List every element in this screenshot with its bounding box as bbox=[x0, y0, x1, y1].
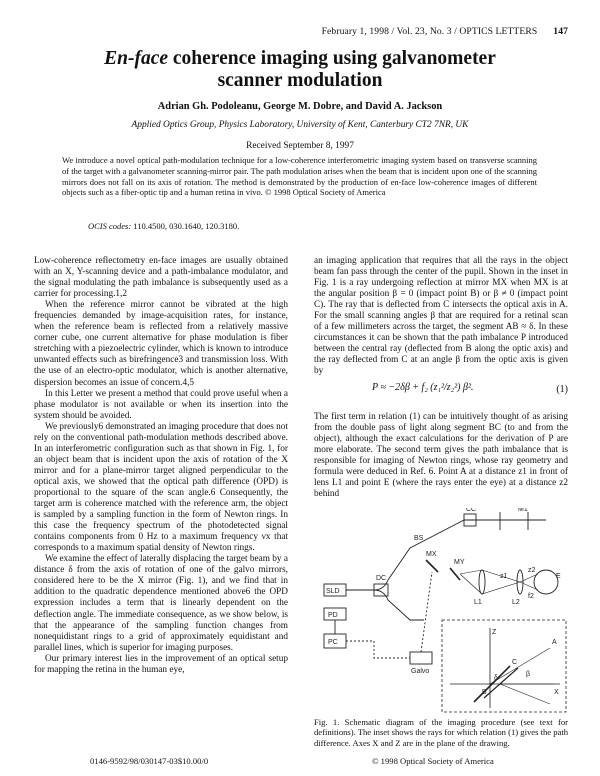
ocis-label: OCIS codes: bbox=[88, 221, 132, 231]
equation-number: (1) bbox=[556, 384, 568, 395]
galvo-driver bbox=[410, 652, 432, 664]
galvo-mirror-x bbox=[426, 560, 438, 572]
paragraph: The first term in relation (1) can be intuitively thought of as arising from the double pass of light along segment BC (to and from the object), although the exact calculations for the derivation of P are more elaborate. The second term gives the path imbalance that is responsible for imaging of Newton rings, whose ray geometry and formula were deduced in Ref. 6. Point A at a distance z1 in front of lens L1 and point E (where the rays enter the eye) at a distance z2 behind bbox=[314, 412, 568, 500]
label-z1: z1 bbox=[500, 573, 508, 580]
footer-code: 0146-9592/98/030147-03$10.00/0 bbox=[90, 756, 209, 766]
label-pc: PC bbox=[328, 639, 338, 646]
equation-1 bbox=[314, 382, 568, 400]
label-cc: CC bbox=[466, 508, 477, 513]
title-line1: coherence imaging using galvanometer bbox=[168, 48, 496, 69]
paragraph: We previously6 demonstrated an imaging procedure that does not rely on the conventional path-modulation methods described above. In an interferometric configuration such as that shown in Fig. 1, for an object beam that is incident upon the axis of rotation of the X mirror and for a plane-mirror target aligned perpendicular to the optical axis, we showed that the optical path difference (OPD) is proportional to the square of the scan angle.6 Consequently, the target arm is coherence matched with the reference arm, the object is sampled by a sampling function in the form of Newton rings. In this case the frequency spectrum of the photodetected signal contains components from 0 Hz to a maximum frequency νx that corresponds to a maximum spatial density of Newton rings. bbox=[34, 421, 288, 554]
ocis-values: 110.4500, 030.1640, 120.3180. bbox=[133, 221, 240, 231]
label-z2: z2 bbox=[528, 567, 536, 574]
title-line2: scanner modulation bbox=[217, 70, 383, 91]
paragraph: When the reference mirror cannot be vibrated at the high frequencies demanded by image-acquisition rates, for instance, when the reference beam is reflected from a relatively massive corner cube, one current alternative for phase modulation is fiber stretching with a piezoelectric cylinder, which is known to introduce unwanted effects such as birefringence3 and transmission loss. With the use of an electro-optic modulator, which is another alternative, dispersion becomes an issue of concern.4,5 bbox=[34, 300, 288, 388]
ocis-codes bbox=[88, 221, 239, 231]
label-mx: MX bbox=[426, 551, 437, 558]
label-bs: BS bbox=[414, 535, 424, 542]
received-date: Received September 8, 1997 bbox=[246, 141, 354, 151]
footer-copyright: © 1998 Optical Society of America bbox=[372, 756, 494, 766]
eye bbox=[534, 570, 558, 594]
figure-inset bbox=[442, 620, 566, 712]
label-m1: M1 bbox=[518, 508, 528, 513]
running-head: February 1, 1998 / Vol. 23, No. 3 / OPTICS LETTERS bbox=[321, 26, 538, 37]
label-f2: f2 bbox=[528, 593, 534, 600]
label-pd: PD bbox=[328, 612, 338, 619]
label-galvo: Galvo bbox=[411, 668, 430, 675]
body-left-column bbox=[34, 256, 288, 676]
paragraph: In this Letter we present a method that could prove useful when a phase modulator is not available or when its insertion into the system should be avoided. bbox=[34, 388, 288, 421]
figure-caption: Fig. 1. Schematic diagram of the imaging procedure (see text for definitions). The inset shows the rays for which relation (1) gives the path difference. Axes X and Z are in the plane of the drawing. bbox=[314, 717, 569, 748]
figure-1-diagram bbox=[314, 508, 568, 714]
page-number: 147 bbox=[553, 26, 568, 37]
label-a: A bbox=[552, 639, 557, 646]
paragraph: Low-coherence reflectometry en-face images are usually obtained with an X, Y-scanning device and a path-imbalance modulator, and the signal modulating the path imbalance is subsequently used as a carrier for processing.1,2 bbox=[34, 256, 288, 300]
galvo-mirror-y bbox=[450, 568, 460, 580]
label-l1: L1 bbox=[474, 599, 482, 606]
body-right-column-bottom bbox=[314, 412, 568, 500]
body-right-column-top bbox=[314, 256, 568, 378]
affiliation: Applied Optics Group, Physics Laboratory, University of Kent, Canterbury CT2 7NR, UK bbox=[131, 120, 469, 130]
label-beta: β bbox=[526, 671, 531, 678]
authors: Adrian Gh. Podoleanu, George M. Dobre, and David A. Jackson bbox=[157, 101, 443, 112]
label-dc: DC bbox=[376, 575, 387, 582]
figure-1 bbox=[314, 508, 568, 714]
equation-expression: P ≈ −2δβ + f₂ (z₁²/z₂²) β². bbox=[372, 382, 474, 393]
lens-l1 bbox=[479, 570, 485, 594]
abstract: We introduce a novel optical path-modulation technique for a low-coherence interferometric imaging system based on transverse scanning of the target with a galvanometer scanning-mirror pair. The path modulation arises when the beam that is incident upon one of the scanning mirrors does not fall on its axis of rotation. The method is demonstrated by the production of en-face low-coherence images of different objects such as a fiber-optic tip and a human retina in vivo. © 1998 Optical Society of America bbox=[62, 155, 537, 198]
paragraph: an imaging application that requires that all the rays in the object beam fan pass through the center of the pupil. Shown in the inset in Fig. 1 is a ray undergoing reflection at mirror MX when MX is at the angular position β = 0 (impact point B) or β ≠ 0 (impact point C). The ray that is deflected from C intersects the optical axis in A. For the small scanning angles β that are required for a retinal scan of a few millimeters across the target, the segment AB ≈ δ. In these circumstances it can be shown that the path imbalance P introduced between the central ray (deflected from B along the optic axis) and the ray deflected from C at an angle β from the optic axis is given by bbox=[314, 256, 568, 377]
label-delta: δ bbox=[494, 675, 498, 682]
label-z-axis: Z bbox=[492, 629, 497, 636]
label-sld: SLD bbox=[326, 588, 340, 595]
title-italic: En-face bbox=[104, 48, 169, 69]
paper-title bbox=[0, 48, 600, 92]
paragraph: We examine the effect of laterally displacing the target beam by a distance δ from the axis of rotation of one of the galvo mirrors, considered here to be the X mirror (Fig. 1), and we find that in addition to the quadratic dependence mentioned above6 the OPD expression includes a term that is linearly dependent on the deflection angle. The immediate consequence, as we show below, is that the appearance of the sampling function changes from nonequidistant rings to a grid of approximately equidistant and parallel lines, which is superior for imaging purposes. bbox=[34, 554, 288, 653]
label-b: B bbox=[482, 689, 487, 696]
fiber-path bbox=[346, 520, 464, 590]
label-c: C bbox=[512, 659, 518, 666]
paragraph: Our primary interest lies in the improvement of an optical setup for mapping the retina in the human eye, bbox=[34, 653, 288, 675]
label-x-axis: X bbox=[554, 689, 559, 696]
running-header bbox=[322, 26, 568, 37]
label-e: E bbox=[556, 573, 561, 580]
label-my: MY bbox=[454, 559, 465, 566]
label-l2: L2 bbox=[512, 599, 520, 606]
